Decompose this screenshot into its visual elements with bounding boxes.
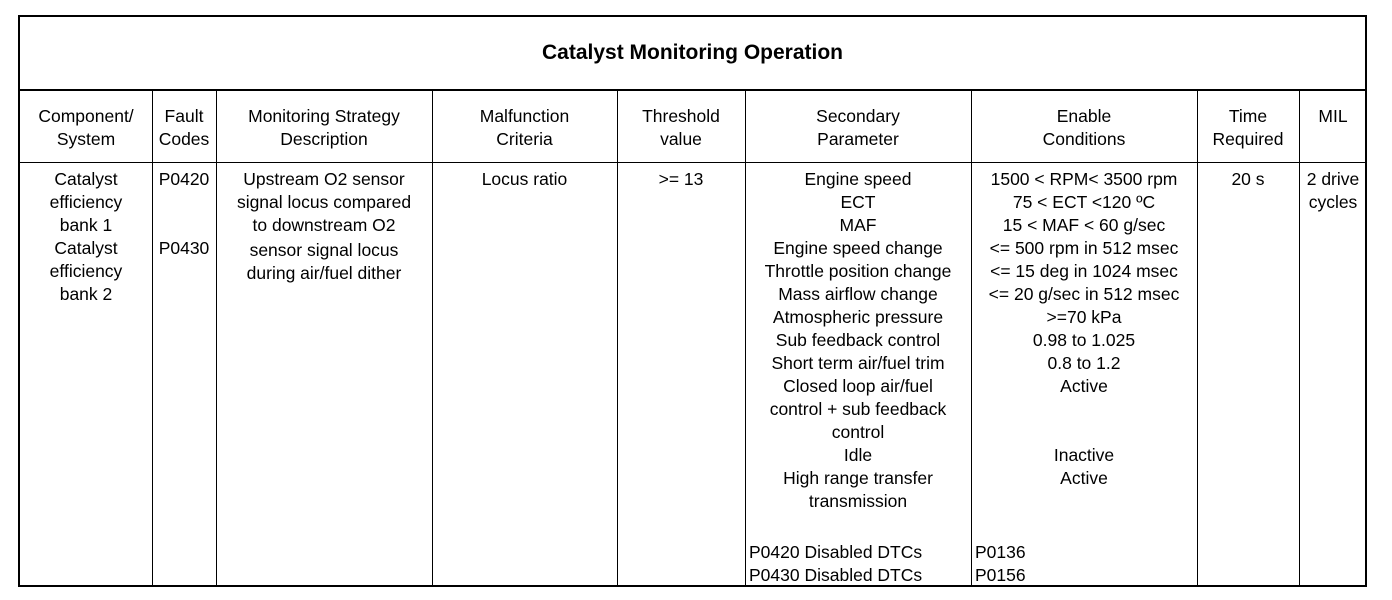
- column-divider: [1197, 91, 1198, 585]
- header-mil: MIL: [1318, 106, 1348, 126]
- secondary-parameter-cell: Engine speed ECT MAF Engine speed change Throttle position change Mass airflow change Atmospheric pressure Sub feedback control Short term air/fuel trim Closed loop air/fuel control + sub feedback control Idle High range transfer transmission: [764, 169, 952, 511]
- header-time-required: Time Required: [1212, 106, 1284, 149]
- column-divider: [152, 91, 153, 585]
- disabled-dtc-codes: P0136 P0156: [975, 542, 1026, 585]
- time-required-cell: 20 s: [1231, 169, 1265, 189]
- malfunction-criteria-cell: Locus ratio: [481, 169, 568, 189]
- header-threshold-value: Threshold value: [642, 106, 720, 149]
- threshold-value-cell: >= 13: [658, 169, 704, 189]
- component-system-cell: Catalyst efficiency bank 1 Catalyst efficiency bank 2: [49, 169, 123, 304]
- fault-code-p0430: P0430: [158, 238, 210, 258]
- header-enable-conditions: Enable Conditions: [1042, 106, 1126, 149]
- header-malfunction-criteria: Malfunction Criteria: [479, 106, 570, 149]
- table-title: Catalyst Monitoring Operation: [20, 17, 1365, 91]
- header-secondary-parameter: Secondary Parameter: [816, 106, 900, 149]
- mil-cell: 2 drive cycles: [1306, 169, 1360, 212]
- header-divider: [20, 162, 1365, 163]
- strategy-description-cell: Upstream O2 sensor signal locus compared to downstream O2 sensor signal locus during air/fuel dither: [236, 169, 412, 283]
- disabled-dtcs-labels: P0420 Disabled DTCs P0430 Disabled DTCs: [749, 542, 923, 585]
- header-fault-codes: Fault Codes: [158, 106, 210, 149]
- column-divider: [1299, 91, 1300, 585]
- header-monitoring-strategy: Monitoring Strategy Description: [248, 106, 400, 149]
- column-divider: [617, 91, 618, 585]
- catalyst-monitoring-table: [18, 15, 1367, 587]
- enable-conditions-cell: 1500 < RPM< 3500 rpm 75 < ECT <120 ºC 15 < MAF < 60 g/sec <= 500 rpm in 512 msec <= 15 deg in 1024 msec <= 20 g/sec in 512 msec >=70 kPa 0.98 to 1.025 0.8 to 1.2 Active Inactive Active: [988, 169, 1180, 488]
- header-component: Component/ System: [38, 106, 134, 149]
- fault-code-p0420: P0420: [158, 169, 210, 189]
- column-divider: [432, 91, 433, 585]
- column-divider: [216, 91, 217, 585]
